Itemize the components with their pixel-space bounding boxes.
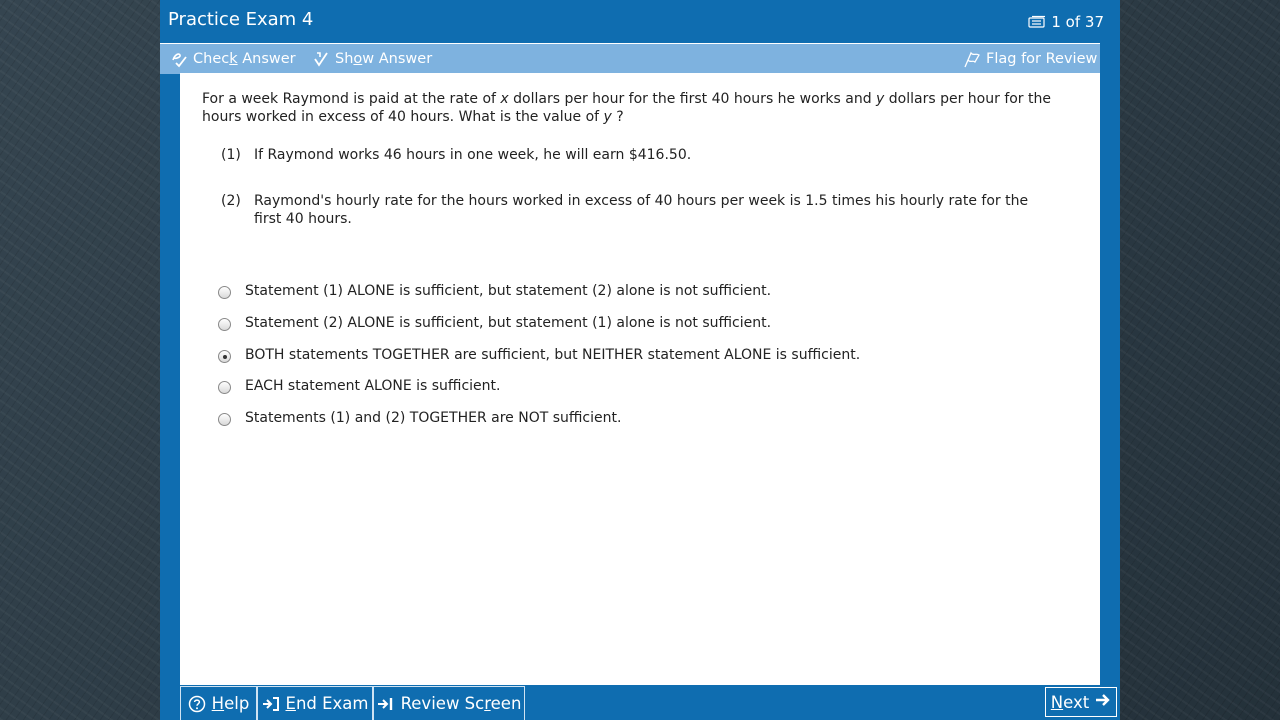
answer-choice-b[interactable]: Statement (2) ALONE is sufficient, but statement (1) alone is not sufficient. bbox=[218, 313, 771, 333]
flag-for-review-button[interactable]: Flag for Review bbox=[963, 49, 1097, 69]
exam-window bbox=[160, 0, 1120, 720]
review-screen-button[interactable]: Review Screen bbox=[373, 686, 525, 720]
question-counter bbox=[1028, 13, 1104, 31]
bottom-bar bbox=[160, 685, 1120, 720]
help-button[interactable]: Help bbox=[180, 686, 257, 720]
end-exam-icon bbox=[262, 696, 280, 712]
radio-button[interactable] bbox=[218, 350, 231, 363]
end-exam-button[interactable]: End Exam bbox=[257, 686, 373, 720]
question-list-icon bbox=[1028, 15, 1046, 29]
help-icon bbox=[188, 695, 206, 713]
question-stem: For a week Raymond is paid at the rate of x dollars per hour for the first 40 hours he works and y dollars per hour for the hours worked in excess of 40 hours. What is the value of y ? bbox=[202, 91, 1051, 125]
show-answer-icon bbox=[312, 50, 330, 68]
show-answer-button[interactable]: Show Answer bbox=[312, 49, 432, 69]
flag-icon bbox=[963, 50, 981, 68]
radio-button[interactable] bbox=[218, 286, 231, 299]
radio-button[interactable] bbox=[218, 381, 231, 394]
answer-choice-d[interactable]: EACH statement ALONE is sufficient. bbox=[218, 376, 500, 396]
radio-button[interactable] bbox=[218, 318, 231, 331]
radio-button[interactable] bbox=[218, 413, 231, 426]
question-counter-text: 1 of 37 bbox=[1051, 13, 1104, 31]
check-answer-button[interactable]: Check Answer bbox=[170, 49, 296, 69]
arrow-right-icon bbox=[1095, 692, 1111, 712]
check-answer-icon bbox=[170, 50, 188, 68]
answer-choice-c[interactable]: BOTH statements TOGETHER are sufficient, but NEITHER statement ALONE is sufficient. bbox=[218, 345, 860, 365]
answer-choice-a[interactable]: Statement (1) ALONE is sufficient, but statement (2) alone is not sufficient. bbox=[218, 281, 771, 301]
title-bar bbox=[160, 0, 1120, 43]
toolbar bbox=[160, 43, 1100, 74]
question-panel: For a week Raymond is paid at the rate of x dollars per hour for the first 40 hours he works and y dollars per hour for the hours worked in excess of 40 hours. What is the value of y ? (1) If Raymond works 46 hours in one week, he will earn $416.50. (2) Raymond's hourly rate for the hours worked in excess of 40 hours per week is 1.5 times his hourly rate for the first 40 hours. Statement (1) ALONE is sufficient, but statement (2) alone is not sufficient. Statement (2) ALONE is sufficient, but statement (1) alone is not sufficient. BOTH statements TOGETHER are sufficient, but NEITHER statement ALONE is sufficient. EACH statement ALONE is sufficient. Statements (1) and (2) TOGETHER are NOT sufficient. bbox=[180, 73, 1100, 685]
answer-choice-e[interactable]: Statements (1) and (2) TOGETHER are NOT sufficient. bbox=[218, 408, 621, 428]
review-screen-icon bbox=[377, 696, 395, 712]
exam-title: Practice Exam 4 bbox=[168, 9, 314, 30]
next-button[interactable]: Next bbox=[1045, 687, 1117, 717]
